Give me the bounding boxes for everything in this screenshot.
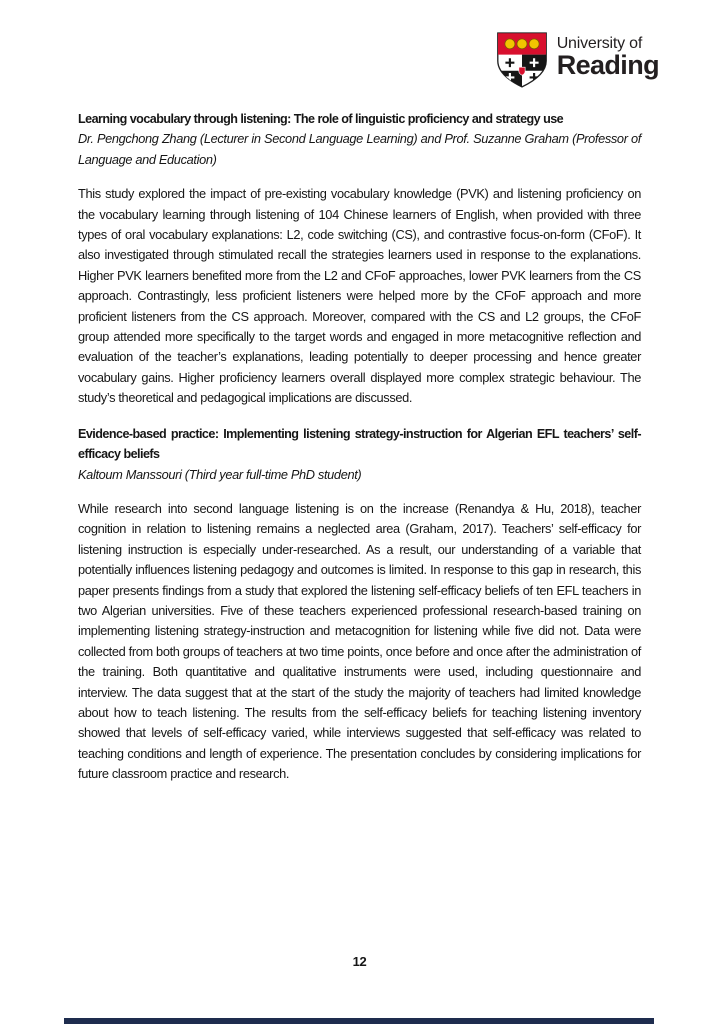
scallop-shells (505, 39, 539, 49)
next-page-edge (64, 1018, 654, 1024)
abstract-vocabulary-through-listening (78, 109, 641, 409)
reading-shield-icon (496, 32, 548, 88)
page-number: 12 (352, 954, 367, 969)
abstract-body-text: While research into second language listening is on the increase (Renandya & Hu, 2018), teacher cognition in relation to listening remains a neglected area (Graham, 2017). Teachers’ self-efficacy for listening instruction is especially under-researched. As a result, our understanding of a variable that potentially influences listening pedagogy and outcomes is limited. In response to this gap in research, this paper presents findings from a study that explored the listening self-efficacy beliefs of ten EFL teachers in two Algerian universities. Five of these teachers experienced professional research-based training on implementing listening strategy-instruction and metacognition for listening while five did not. Data were collected from both groups of teachers at two time points, once before and once after the administration of the training. Both quantitative and qualitative instruments were used, including questionnaire and interview. The data suggest that at the start of the study the majority of teachers had limited knowledge about how to teach listening. The results from the self-efficacy beliefs for teaching listening inventory showed that levels of self-efficacy varied, while interviews suggested that self-efficacy was related to teaching conditions and length of experience. The presentation concludes by considering implications for future classroom practice and research. (78, 500, 641, 782)
university-of-reading-logo (496, 32, 659, 88)
logo-reading-text: Reading (556, 50, 659, 80)
logo-university-of-text: University of (556, 35, 643, 52)
abstract-body-text: This study explored the impact of pre-existing vocabulary knowledge (PVK) and listening proficiency on the vocabulary learning through listening of 104 Chinese learners of English, when provided with three types of oral vocabulary explanations: L2, code switching (CS), and contrastive focus-on-form (CFoF). It also investigated through stimulated recall the strategies learners used in response to the explanations. Higher PVK learners benefited more from the L2 and CFoF approaches, lower PVK learners from the CS approach. Contrastingly, less proficient listeners were helped more by the CFoF approach and more proficient listeners from the CS approach. Moreover, compared with the CS and L2 groups, the CFoF group attended more specifically to the target words and engaged in more metacognitive reflection and evaluation of the teacher’s explanations, leading potentially to deeper processing and hence greater vocabulary gains. Higher proficiency learners overall displayed more complex strategic behaviour. The study’s theoretical and pedagogical implications are discussed. (78, 186, 641, 406)
abstract-authors: Dr. Pengchong Zhang (Lecturer in Second Language Learning) and Prof. Suzanne Graham (Professor of Language and Education) (78, 131, 641, 167)
abstract-title: Evidence-based practice: Implementing listening strategy-instruction for Algerian EFL teachers’ self-efficacy beliefs (78, 426, 641, 462)
abstract-authors: Kaltoum Manssouri (Third year full-time PhD student) (78, 466, 362, 482)
logo-wordmark (557, 35, 659, 78)
page-footer (0, 953, 719, 971)
abstract-title: Learning vocabulary through listening: The role of linguistic proficiency and strategy use (78, 112, 564, 126)
abstracts-column (78, 109, 641, 785)
abstract-evidence-based-practice (78, 424, 641, 785)
